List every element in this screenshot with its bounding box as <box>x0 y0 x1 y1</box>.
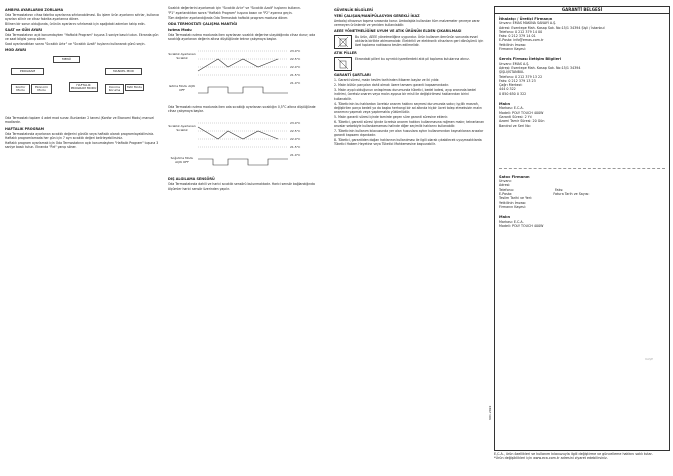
heading-warranty-terms: GARANTİ ŞARTLARI <box>334 73 371 78</box>
seller-line: Adresi: <box>499 183 511 188</box>
chart-label: Soğutma Modu AÇIK OFF <box>170 156 194 164</box>
footer-line: E.C.A., ürün özellikleri ve kullanım kılavuzuyla ilgili değiştirme ve güncelleme hakkını saklı tutar. <box>494 452 653 456</box>
menu-box: Donma Koruma <box>105 84 124 93</box>
menu-box: Ekonomi Modu <box>31 84 52 93</box>
importer-line: Telefonu: 0 212 379 14 00 <box>499 29 543 34</box>
footer-note <box>494 452 670 461</box>
service-line: ŞİŞLİ/İSTANBUL <box>499 70 525 75</box>
paragraph: Bu ürün, AEEE yönetmeliğine uygundur. Ürün kullanım ömrünün sonunda evsel atıklarla birlikte atılmamalıdır. Elektrikli ve elektronik cihazların geri dönüşümü için özel toplama noktasına teslim edilmelidir. <box>355 35 484 48</box>
service-line: Adresi: Esentepe Mah. Kasap Sok. No:15/1 34394 <box>499 65 581 70</box>
heading-safety: GÜVENLİK BİLGİLERİ <box>334 8 373 12</box>
chart-value: 23.0°C <box>290 121 301 126</box>
column-2 <box>168 6 318 192</box>
importer-line: Firmanın Kaşesi: <box>499 47 526 52</box>
chart-value: 22.0°C <box>290 137 301 142</box>
chart-value: 23.0°C <box>290 49 301 54</box>
warranty-term: 7- Tüketicinin kullanım kılavuzunda yer alan hususlara aykırı kullanımından kaynaklanan arızalar garanti kapsamı dışındadır. <box>334 128 484 137</box>
paragraph: Ekrandaki pilleri bu ayrıntılı işaretlerdeki atık pil toplama kutularına atınız. <box>355 57 470 62</box>
warranty-certificate <box>494 6 670 451</box>
seller-invoice: Fatura Tarih ve Sayısı: <box>553 192 590 197</box>
paragraph: Oda Termostatı ısıtma modunda iken ayarlanan sıcaklık değerine ulaşıldığında cihaz durur; oda sıcaklığı ayarlanan değerin altına düştüğünde tekrar çalışmaya başlar. <box>168 33 316 42</box>
importer-line: E-Posta: info@emas.com.tr <box>499 38 544 43</box>
service-line: 0 850 650 0 322 <box>499 91 527 96</box>
menu-box: MENÜ <box>53 56 80 62</box>
chart-label: Sıcaklık Ayarlanan Sıcaklık <box>168 124 196 132</box>
subheading-heating: Isıtma Modu <box>168 28 192 33</box>
column-1 <box>5 6 161 150</box>
importer-heading: İthalatçı / Üretici Firmanın <box>499 17 553 21</box>
seller-line: Yetkilinin İmzası: <box>499 200 527 205</box>
chart-label: Isıtma Modu AÇIK OFF <box>168 84 196 92</box>
stamp-label: KAŞE <box>645 357 653 361</box>
warranty-term: 3- Malın ayıplı olduğunun anlaşılması durumunda tüketici, bedel iadesi, ayıp oranında bedel indirimi, ücretsiz onarım veya malın ayıpsız bir misli ile değiştirilmesi haklarından birini kullanabilir. <box>334 88 477 101</box>
seller-line: Teslim Tarihi ve Yeri: <box>499 196 533 201</box>
paragraph: Oda Termostatı ısıtma modunda iken oda sıcaklığı ayarlanan sıcaklığın 0,5°C altına düştüğünde cihaz çalışmaya başlar. <box>168 105 316 114</box>
heading-operation: ODA TERMOSTATI ÇALIŞMA MANTIĞI <box>168 22 238 27</box>
menu-box: MANUEL MOD <box>105 68 142 74</box>
product2-line: Modeli: POLY TOUCH 400W <box>499 223 544 228</box>
product2-heading: Malın <box>499 215 511 220</box>
service-section <box>499 57 665 96</box>
heading-weekly-program: HAFTALIK PROGRAM <box>5 126 45 131</box>
version-code: V01.2022 <box>488 405 492 420</box>
warranty-term: 4- Tüketicinin bu haklardan ücretsiz onarım hakkını seçmesi durumunda satıcı; işçilik masrafı, değiştirilen parça bedeli ya da başka herhangi bir ad altında hiçbir ücret talep etmeksizin malın onarımını yapmak veya yaptırmakla yükümlüdür. <box>334 101 482 114</box>
heading-sensor: DIŞ ALGILAMA SENSÖRÜ <box>168 177 215 182</box>
menu-box: PROGRAM <box>11 68 44 74</box>
paragraph: Tüm değerler ayarlandığında Oda Termostatı haftalık program moduna döner. <box>168 16 288 21</box>
seller-phone: Telefonu: <box>499 187 514 192</box>
heading-factory-reset: AMBIYA AYARLARINI ZORLAMA <box>5 8 64 12</box>
chart-value: 22.5°C <box>290 129 301 134</box>
chart-value: 21.5°C <box>290 73 301 78</box>
seller-email: E-Posta: <box>499 192 513 197</box>
importer-line: Unvanı: EMAS MAKİNA SANAYİ A.Ş. <box>499 21 557 26</box>
importer-line: Faks: 0 212 379 14 01 <box>499 34 536 39</box>
service-line: Telefonu: 0 212 379 13 22 <box>499 74 543 79</box>
cooling-diagram <box>168 115 318 175</box>
product-heading: Malın <box>499 102 511 107</box>
importer-section <box>499 17 665 51</box>
menu-box: HAFTALIK PROGRAM MODU <box>70 82 97 91</box>
heading-time-day: SAAT ve GÜN AYARI <box>5 28 43 33</box>
menu-box: Konfor Modu <box>11 84 30 93</box>
paragraph: Bilinen bir sorun olduğunda, ürünün ayarlarını sıfırlamak için aşağıdaki adımları takip edin. <box>5 22 146 27</box>
service-line: 444 0 322 <box>499 87 516 92</box>
paragraph: Sıcaklık değerlerini ayarlamak için "Sıcaklık Artır" ve "Sıcaklık Azalt" tuşlarını kullanın. <box>168 6 301 10</box>
column-3 <box>334 6 486 147</box>
paragraph: Oda Termostatının açık konumdayken "Haftalık Program" tuşuna 3 saniye basılı tutun. Ekranda gün ve saat bilgisi yanıp söner. <box>5 33 159 42</box>
menu-box: Tatil Modu <box>126 84 143 89</box>
chart-value: 21.0°C <box>290 81 301 86</box>
chart-value: 21.0°C <box>290 153 301 158</box>
paragraph: Oda Termostatı toplam 4 adet mod sunar. Bunlardan 2 tanesi (Konfor ve Ekonomi Modu) manuel modlardır. <box>5 116 155 125</box>
warranty-body <box>495 14 669 237</box>
seller-line: Firmanın Kaşesi: <box>499 204 526 209</box>
paragraph: Haftalık program ayarlamak için Oda Termostatının açık konumdayken "Haftalık Program" tuşuna 3 saniye basılı tutun. Ekranda "Pzt" yanıp söner. <box>5 140 159 149</box>
seller-fax: Faks: <box>554 187 564 192</box>
cut-line <box>499 168 665 169</box>
paragraph: Oda Termostatında ayarlanan sıcaklık değerini günlük veya haftalık olarak programlayabilirsiniz. Haftalık programlamada her gün için 7 ayrı sıcaklık değeri belirleyebilirsiniz. <box>5 131 155 140</box>
footer-line: *Ürün değişiklikleri için www.eca.com.tr adresini ziyaret edebilirsiniz. <box>494 456 608 461</box>
service-heading: Servis Firması İletişim Bilgileri <box>499 57 562 62</box>
heading-batteries: ATIK PİLLER <box>334 51 357 56</box>
warranty-term: 1- Garanti süresi, malın teslim tarihinden itibaren başlar ve iki yıldır. <box>334 78 440 83</box>
weee-bin-icon <box>334 35 352 49</box>
heading-weee: AEEE YÖNETMELİĞİNE UYUM VE ATIK ÜRÜNÜN ELDEN ÇIKARILMASI <box>334 29 462 34</box>
product2-section <box>499 215 665 228</box>
service-line: Çağrı Merkezi: <box>499 83 523 88</box>
paragraph: "P1" ayarlandıktan sonra "Haftalık Program" tuşuna basın ve "P2" ayarına geçin. <box>168 11 293 16</box>
paragraph: Ambalaj cihazınızı taşıma sırasında korur. Ambalajda kullanılan tüm malzemeler çevreye zarar vermeyen ürünlerdir ve yeniden kullanılabilir. <box>334 19 480 28</box>
paragraph: Oda Termostatının cihaz fabrika ayarlarına sıfırlanabilmesi. Bu işlem ürün ayarlarını sıfırlar, kullanıcı ayarları silinir ve cihaz fabrika ayarlarına döner. <box>5 13 160 22</box>
chart-value: 22.5°C <box>290 57 301 62</box>
heading-safety-sub: YERİ ÇALIŞAN/MANİPÜLASYON GEREKLİ İKAZ <box>334 14 420 19</box>
chart-label: Sıcaklık Ayarlanan Sıcaklık <box>168 52 196 60</box>
product-line: Garanti Süresi: 2 Yıl <box>499 114 532 119</box>
seller-section <box>499 175 665 209</box>
warranty-term: 2- Malın bütün parçaları dahil olmak üzere tamamı garanti kapsamındadır. <box>334 83 449 88</box>
paragraph: Saat ayarlandıktan sonra "Sıcaklık Artır" ve "Sıcaklık Azalt" tuşlarını kullanarak günü seçin. <box>5 42 146 47</box>
warranty-term: 5- Malın garanti süresi içinde tamirde geçen süre garanti süresine eklenir. <box>334 114 449 119</box>
product-line: Azami Tamir Süresi: 20 Gün <box>499 119 545 124</box>
paragraph: Oda Termostatında dahili ve harici sıcaklık sensörü bulunmaktadır. Harici sensör bağlandığında ölçümler harici sensör üzerinden yapılır. <box>168 182 315 191</box>
warranty-term: 6- Tüketici, garanti süresi içinde ücretsiz onarım hakkını kullanmasına rağmen malın; tekrarlanan arızalar sebebiyle kullanılamaması halinde diğer seçimlik haklarını kullanabilir. <box>334 119 485 128</box>
seller-heading: Satıcı Firmanın <box>499 174 530 179</box>
heating-diagram <box>168 43 318 103</box>
heading-mode: MOD AYARI <box>5 48 27 53</box>
product2-line: Markası: E.C.A. <box>499 219 524 224</box>
service-line: Unvanı: EMAS A.Ş. <box>499 61 530 66</box>
mode-menu-diagram <box>5 54 161 114</box>
seller-line: Unvanı: <box>499 179 512 184</box>
warranty-term: 8- Tüketici, garantiden doğan haklarının kullanılması ile ilgili olarak çıkabilecek uyuşmazlıklarda Tüketici Hakem Heyetine veya Tüketici Mahkemesine başvurabilir. <box>334 137 482 146</box>
product-line: Bandrol ve Seri No: <box>499 123 531 128</box>
product-section <box>499 102 665 128</box>
battery-bin-icon <box>334 57 352 71</box>
warranty-frame <box>494 6 670 451</box>
weee-block <box>334 35 486 49</box>
product-line: Modeli: POLY TOUCH 400W <box>499 110 544 115</box>
warranty-title: GARANTİ BELGESİ <box>495 7 669 14</box>
service-line: Faks: 0 212 379 13 23 <box>499 78 536 83</box>
importer-line: Adresi: Esentepe Mah. Kasap Sok. No:15/1 34394 Şişli / İstanbul <box>499 25 605 30</box>
importer-line: Yetkilinin İmzası: <box>499 42 527 47</box>
product-line: Markası: E.C.A. <box>499 106 524 111</box>
chart-value: 21.5°C <box>290 145 301 150</box>
battery-block <box>334 57 486 71</box>
chart-value: 22.0°C <box>290 65 301 70</box>
